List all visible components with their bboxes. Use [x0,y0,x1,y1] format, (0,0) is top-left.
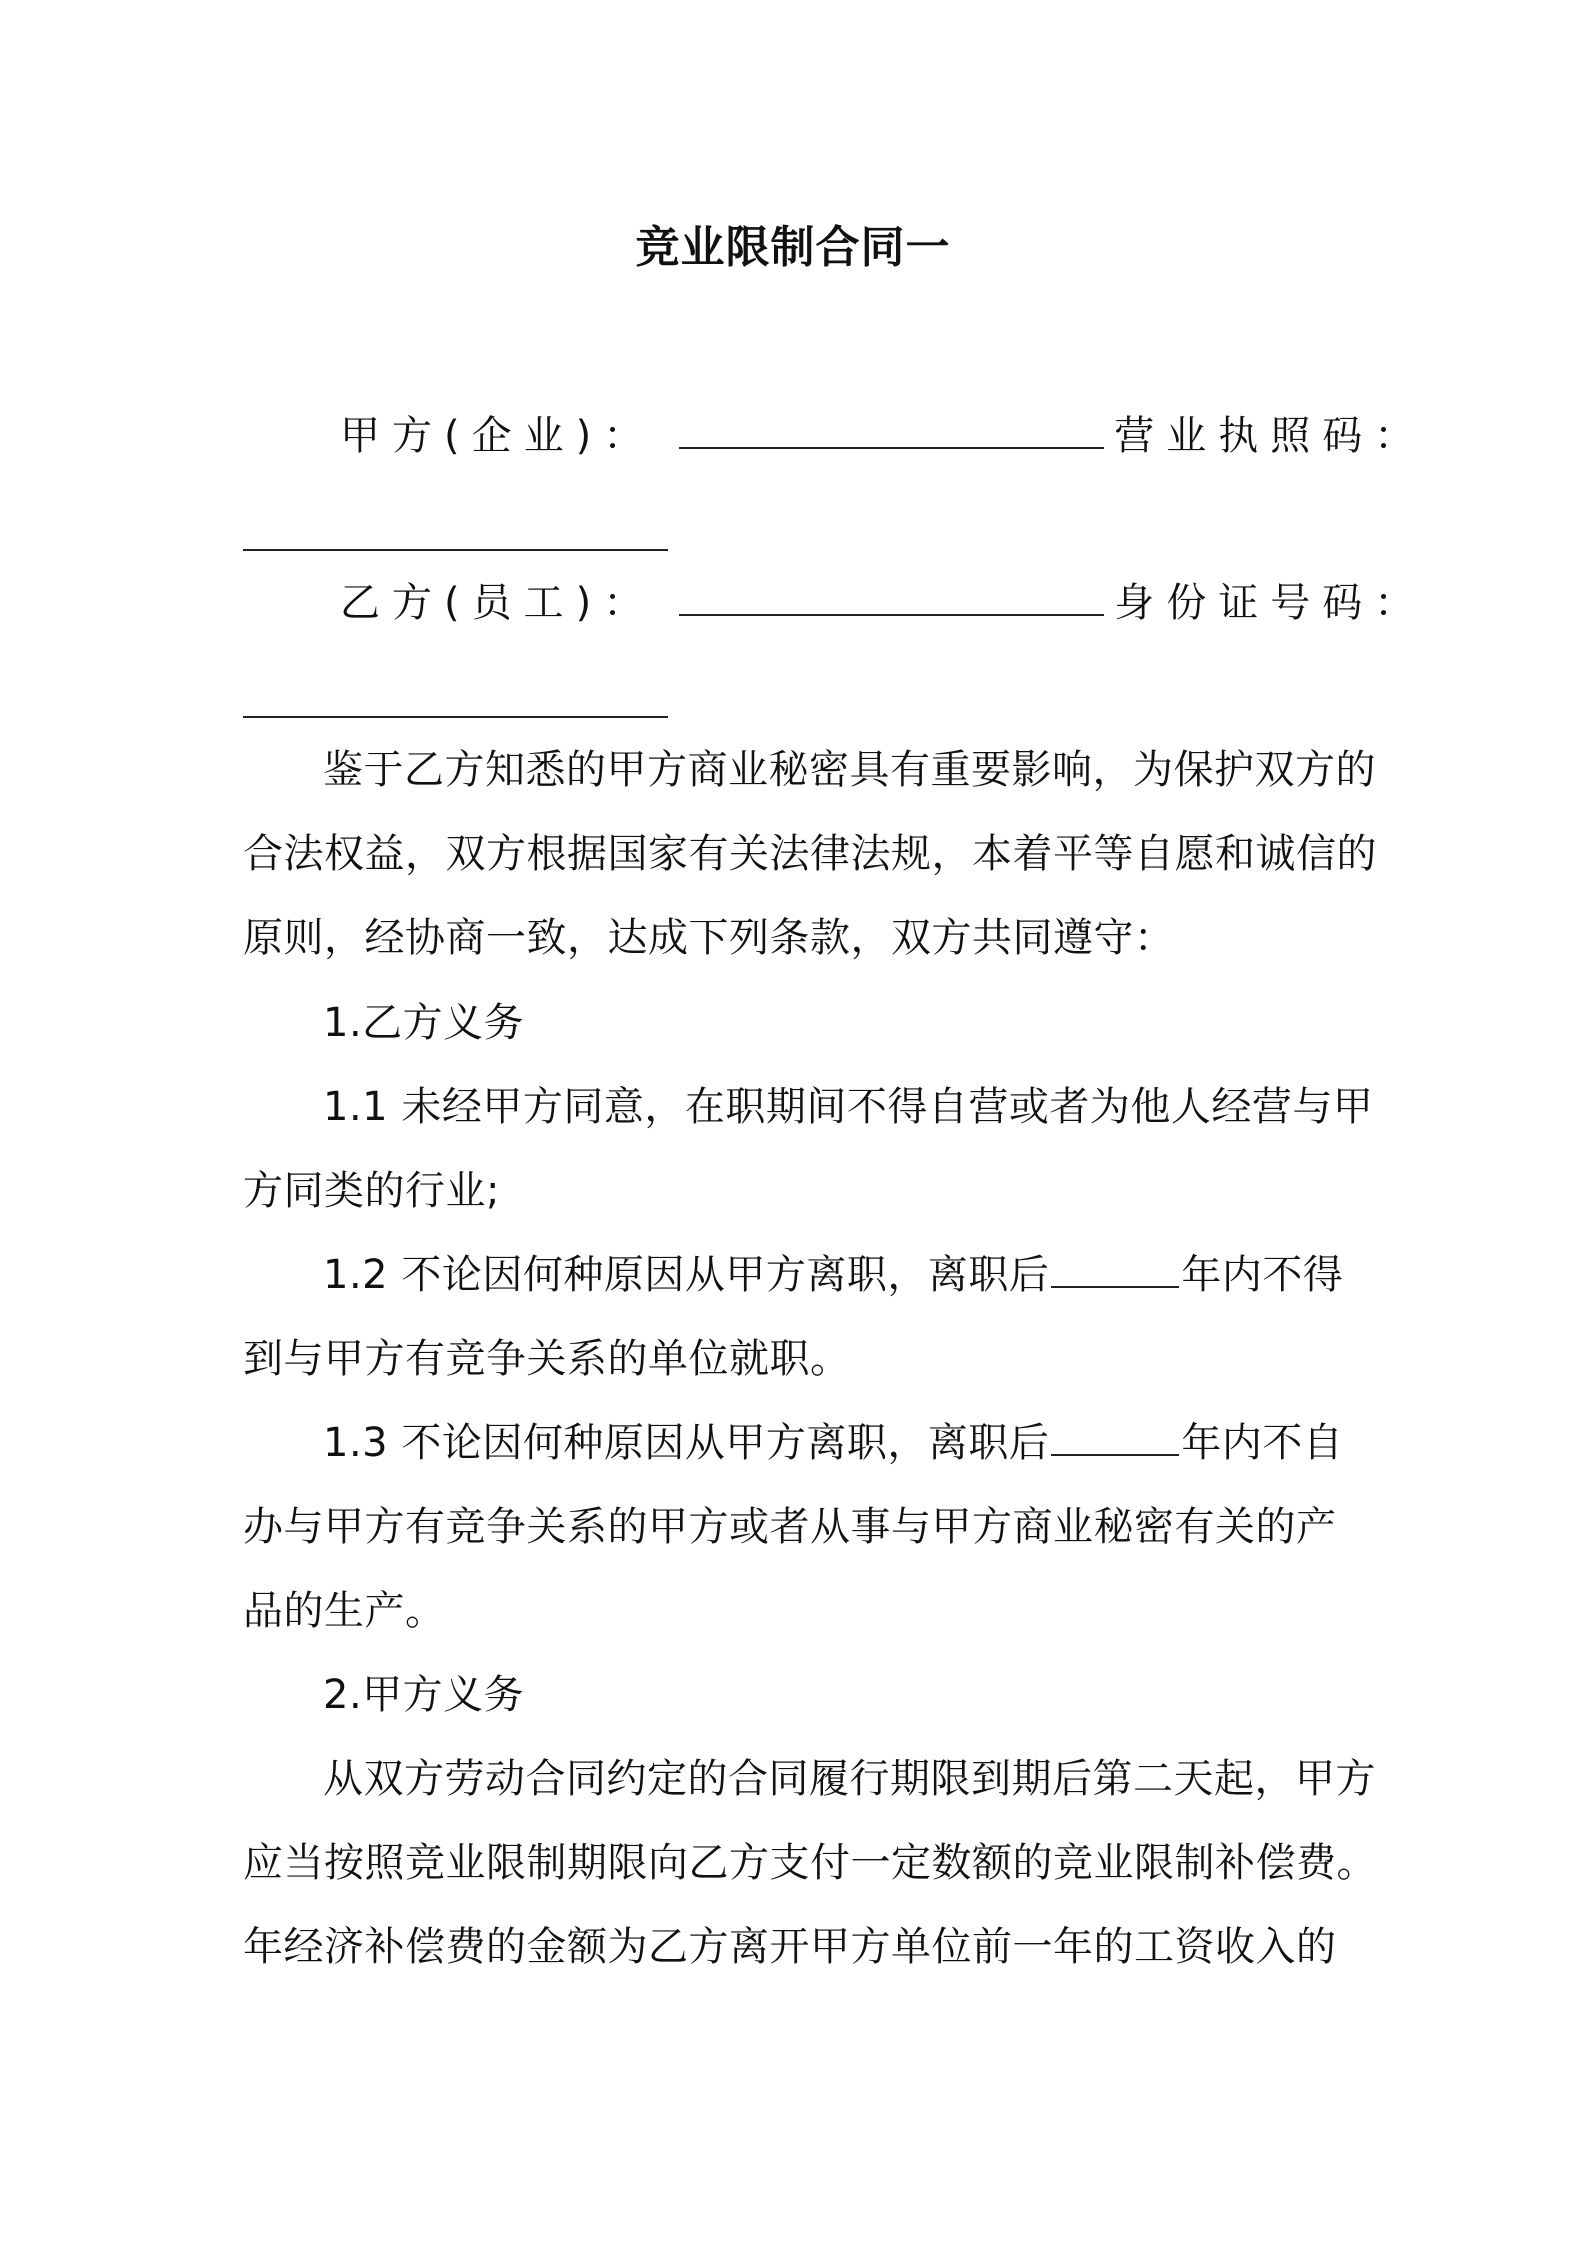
party-a-license-blank[interactable] [243,547,668,551]
section-2-line-2: 应当按照竞业限制期限向乙方支付一定数额的竞业限制补偿费。 [243,1840,1377,1886]
clause-1-3-line-3: 品的生产。 [243,1588,446,1634]
party-a-name-blank[interactable] [679,445,1104,449]
party-b-name-blank[interactable] [679,612,1104,616]
party-a-license-row [243,510,668,566]
preamble-line-2: 合法权益，双方根据国家有关法律法规，本着平等自愿和诚信的 [243,831,1377,877]
clause-1-3-line-2: 办与甲方有竞争关系的甲方或者从事与甲方商业秘密有关的产 [243,1504,1337,1550]
clause-1-2-text-after: 年内不得 [1181,1252,1344,1298]
clause-1-2-text-before: 1.2 不论因何种原因从甲方离职，离职后 [323,1252,1050,1298]
clause-1-1-line-2: 方同类的行业; [243,1168,500,1214]
preamble-line-3: 原则，经协商一致，达成下列条款，双方共同遵守： [243,915,1175,961]
clause-1-3-text-after: 年内不自 [1181,1420,1344,1466]
clause-1-3-text-before: 1.3 不论因何种原因从甲方离职，离职后 [323,1420,1050,1466]
clause-1-1-line-1: 1.1 未经甲方同意，在职期间不得自营或者为他人经营与甲 [323,1084,1374,1130]
section-2-heading: 2.甲方义务 [323,1672,525,1718]
preamble-line-1: 鉴于乙方知悉的甲方商业秘密具有重要影响，为保护双方的 [323,747,1376,793]
section-1-heading: 1.乙方义务 [323,1000,525,1046]
party-b-row [340,575,1426,631]
clause-1-2-years-blank[interactable] [1051,1284,1179,1288]
clause-1-2-line-1 [323,1247,1343,1303]
clause-1-2-line-2: 到与甲方有竞争关系的单位就职。 [243,1336,851,1382]
clause-1-3-years-blank[interactable] [1051,1452,1179,1456]
party-b-id-blank[interactable] [243,714,668,718]
party-b-id-label: 身份证号码： [1114,580,1427,626]
section-2-line-1: 从双方劳动合同约定的合同履行期限到期后第二天起，甲方 [323,1756,1376,1802]
party-b-id-row [243,677,668,733]
party-b-label: 乙方(员工)： [340,580,656,626]
clause-1-3-line-1 [323,1415,1343,1471]
party-a-label: 甲方(企业)： [340,413,656,459]
party-a-license-label: 营业执照码： [1114,413,1427,459]
party-a-row [340,408,1426,464]
document-title: 竞业限制合同一 [635,222,951,273]
section-2-line-3: 年经济补偿费的金额为乙方离开甲方单位前一年的工资收入的 [243,1924,1337,1970]
